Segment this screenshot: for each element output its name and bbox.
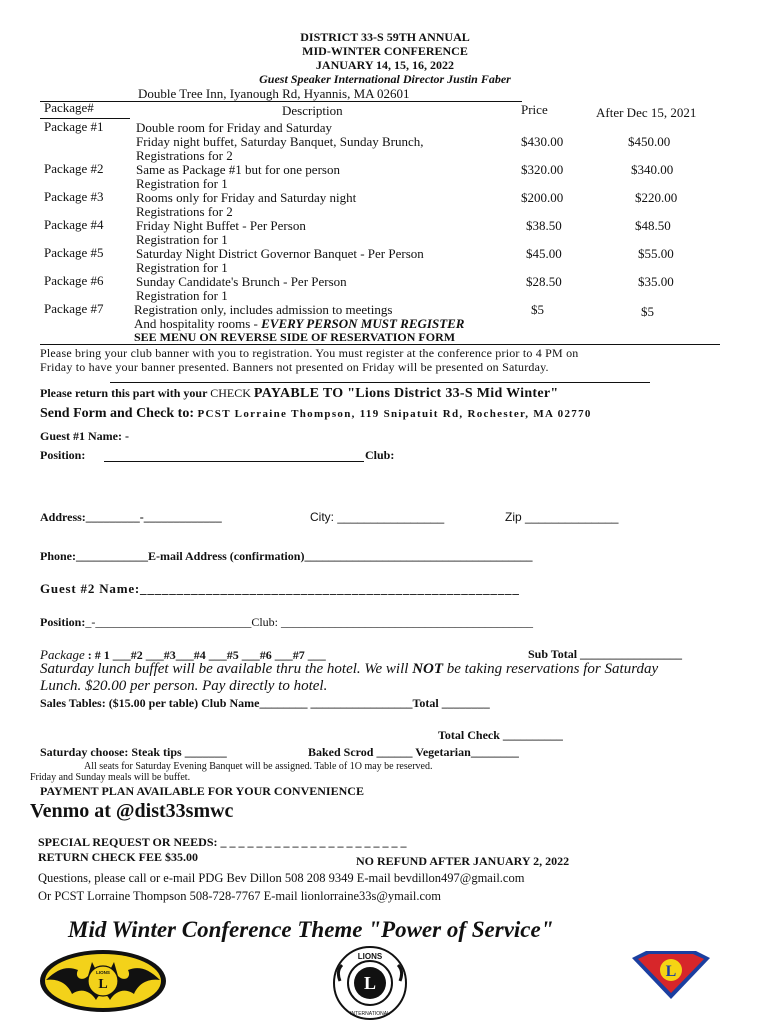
package-price-after: $220.00: [635, 190, 678, 205]
col-after-header: After Dec 15, 2021: [596, 105, 697, 120]
package-description: Sunday Candidate's Brunch - Per Person: [136, 274, 347, 289]
scrod-choice: Baked Scrod ______ Vegetarian________: [308, 745, 519, 759]
guest1-club-label: Club:: [365, 448, 395, 462]
package-price-after: $450.00: [628, 134, 671, 149]
package-description: Registration for 1: [136, 288, 228, 303]
package-description: And hospitality rooms - EVERY PERSON MUST REGISTER: [134, 316, 465, 331]
batman-logo-letter: L: [98, 977, 108, 992]
package-description: Friday night buffet, Saturday Banquet, Sunday Brunch,: [136, 134, 424, 149]
saturday-choice: Saturday choose: Steak tips _______: [40, 745, 227, 759]
package-label: Package #5: [44, 245, 104, 260]
package-description: Same as Package #1 but for one person: [136, 162, 340, 177]
col-price-header: Price: [521, 102, 548, 117]
payment-plan: PAYMENT PLAN AVAILABLE FOR YOUR CONVENIENCE: [40, 784, 364, 798]
sales-tables: Sales Tables: ($15.00 per table) Club Name________ _________________Total ________: [40, 696, 490, 710]
package-label: Package #2: [44, 161, 104, 176]
banner-notice-line-2: Friday to have your banner presented. Banners not presented on Friday will be presented on Saturday.: [40, 360, 549, 374]
venmo: Venmo at @dist33smwc: [30, 800, 234, 822]
package-price: $430.00: [521, 134, 564, 149]
total-check-input[interactable]: __________: [502, 728, 563, 742]
cut-line: [110, 382, 650, 383]
table-divider: [40, 344, 720, 345]
guest2-position-input[interactable]: _-__________________________: [85, 615, 252, 629]
batman-lions-logo: [38, 948, 168, 1014]
guest1-name-label: Guest #1 Name: -: [40, 429, 129, 443]
package-price: $5: [531, 302, 544, 317]
venue: Double Tree Inn, Iyanough Rd, Hyannis, MA 02601: [138, 86, 410, 101]
package-description: Registration only, includes admission to meetings: [134, 302, 393, 317]
guest1-city-label: City: ________________: [310, 510, 445, 524]
guest1-position-input[interactable]: [104, 461, 364, 462]
package-label: Package #1: [44, 119, 104, 134]
guest-speaker: Guest Speaker International Director Justin Faber: [259, 72, 511, 86]
buffet-note: Friday and Sunday meals will be buffet.: [30, 772, 191, 783]
package-description: Registrations for 2: [136, 148, 233, 163]
contact-line-2: Or PCST Lorraine Thompson 508-728-7767 E-mail lionlorraine33s@ymail.com: [38, 889, 442, 903]
package-selection[interactable]: Package : # 1 ___#2 ___#3___#4 ___#5 ___#6 ___#7 ___: [40, 647, 326, 662]
guest1-position-label: Position:: [40, 448, 86, 462]
seats-note: All seats for Saturday Evening Banquet will be assigned. Table of 1O may be reserved.: [84, 761, 433, 772]
guest1-address-label: Address:_________-_____________: [40, 510, 222, 524]
package-description: Registrations for 2: [136, 204, 233, 219]
guest1-email-input[interactable]: ______________________________________: [304, 549, 533, 563]
guest2-position-row: Position:_-__________________________Club: __________________________________________: [40, 615, 534, 629]
guest2-name-row: Guest #2 Name:____________________________________________________: [40, 581, 520, 596]
package-label: Package #6: [44, 273, 104, 288]
lions-international-logo: [330, 945, 410, 1021]
package-description: Friday Night Buffet - Per Person: [136, 218, 306, 233]
package-price-after: $340.00: [631, 162, 674, 177]
return-instructions: Please return this part with your CHECK PAYABLE TO "Lions District 33-S Mid Winter": [40, 386, 559, 401]
package-price-after: $55.00: [638, 246, 674, 261]
col-package-header: Package#: [44, 100, 94, 115]
guest1-zip-label: Zip ______________: [505, 510, 619, 524]
package-description: Registration for 1: [136, 232, 228, 247]
menu-note: SEE MENU ON REVERSE SIDE OF RESERVATION FORM: [134, 330, 456, 344]
title-line-2: MID-WINTER CONFERENCE: [302, 44, 468, 58]
guest1-phone-input[interactable]: ____________: [76, 549, 148, 563]
sales-club-input[interactable]: ________: [259, 696, 308, 710]
lunch-note-line-2: Lunch. $20.00 per person. Pay directly to hotel.: [40, 678, 328, 694]
steak-tips-input[interactable]: _______: [184, 745, 227, 759]
return-check-fee: RETURN CHECK FEE $35.00: [38, 850, 199, 864]
svg-text:L: L: [363, 973, 377, 993]
guest1-phone-row: Phone:____________E-mail Address (confirmation)______________________________________: [40, 549, 533, 563]
package-description: Rooms only for Friday and Saturday night: [136, 190, 357, 205]
lions-top-text: LIONS: [357, 952, 383, 961]
banner-notice-line-1: Please bring your club banner with you to registration. You must register at the conference prior to 4 PM on: [40, 346, 579, 360]
package-price: $38.50: [526, 218, 562, 233]
package-price-after: $48.50: [635, 218, 671, 233]
contact-line-1: Questions, please call or e-mail PDG Bev Dillon 508 208 9349 E-mail bevdillon497@gmail.com: [38, 871, 525, 885]
package-description: Saturday Night District Governor Banquet - Per Person: [136, 246, 424, 261]
vegetarian-input[interactable]: ________: [470, 745, 519, 759]
package-price-after: $35.00: [638, 274, 674, 289]
superman-lions-logo: [630, 950, 712, 1000]
package-price: $200.00: [521, 190, 564, 205]
package-price: $28.50: [526, 274, 562, 289]
package-label: Package #4: [44, 217, 104, 232]
package-description: Registration for 1: [136, 260, 228, 275]
send-to: Send Form and Check to: PCST Lorraine Thompson, 119 Snipatuit Rd, Rochester, MA 02770: [40, 406, 592, 421]
col-description-header: Description: [282, 103, 343, 118]
guest2-name-input[interactable]: ____________________________________________________: [140, 581, 520, 596]
package-price: $45.00: [526, 246, 562, 261]
guest1-address-input[interactable]: _________-_____________: [85, 510, 222, 524]
baked-scrod-input[interactable]: ______: [376, 745, 413, 759]
no-refund: NO REFUND AFTER JANUARY 2, 2022: [356, 854, 570, 868]
lions-bottom-text: INTERNATIONAL: [350, 1011, 390, 1017]
package-price: $320.00: [521, 162, 564, 177]
guest2-club-input[interactable]: __________________________________________: [281, 615, 534, 629]
theme-title: Mid Winter Conference Theme "Power of Service": [68, 917, 554, 942]
package-price-after: $5: [641, 304, 654, 319]
guest1-city-input[interactable]: ________________: [337, 510, 445, 524]
guest1-zip-input[interactable]: ______________: [525, 510, 619, 524]
title-line-1: DISTRICT 33-S 59TH ANNUAL: [300, 30, 470, 44]
subtotal-input[interactable]: _________________: [580, 647, 683, 661]
package-description: Double room for Friday and Saturday: [136, 120, 333, 135]
guest1-name-value[interactable]: -: [124, 429, 129, 443]
lunch-note-line-1: Saturday lunch buffet will be available thru the hotel. We will NOT be taking reservations for Saturday: [40, 661, 659, 677]
batman-logo-text: LIONS: [96, 970, 110, 975]
package-label: Package #3: [44, 189, 104, 204]
package-description: Registration for 1: [136, 176, 228, 191]
super-logo-letter: L: [665, 963, 677, 980]
title-line-3: JANUARY 14, 15, 16, 2022: [315, 58, 455, 72]
special-request: SPECIAL REQUEST OR NEEDS: _ _ _ _ _ _ _ _ _ _ _ _ _ _ _ _ _ _ _ _ _: [38, 835, 407, 849]
special-request-input[interactable]: _ _ _ _ _ _ _ _ _ _ _ _ _ _ _ _ _ _ _ _ _: [220, 835, 407, 849]
sales-total-input[interactable]: ________: [441, 696, 490, 710]
total-check: Total Check __________: [438, 728, 563, 742]
subtotal: Sub Total _________________: [528, 647, 683, 661]
package-label: Package #7: [44, 301, 104, 316]
header-divider: [40, 101, 522, 102]
